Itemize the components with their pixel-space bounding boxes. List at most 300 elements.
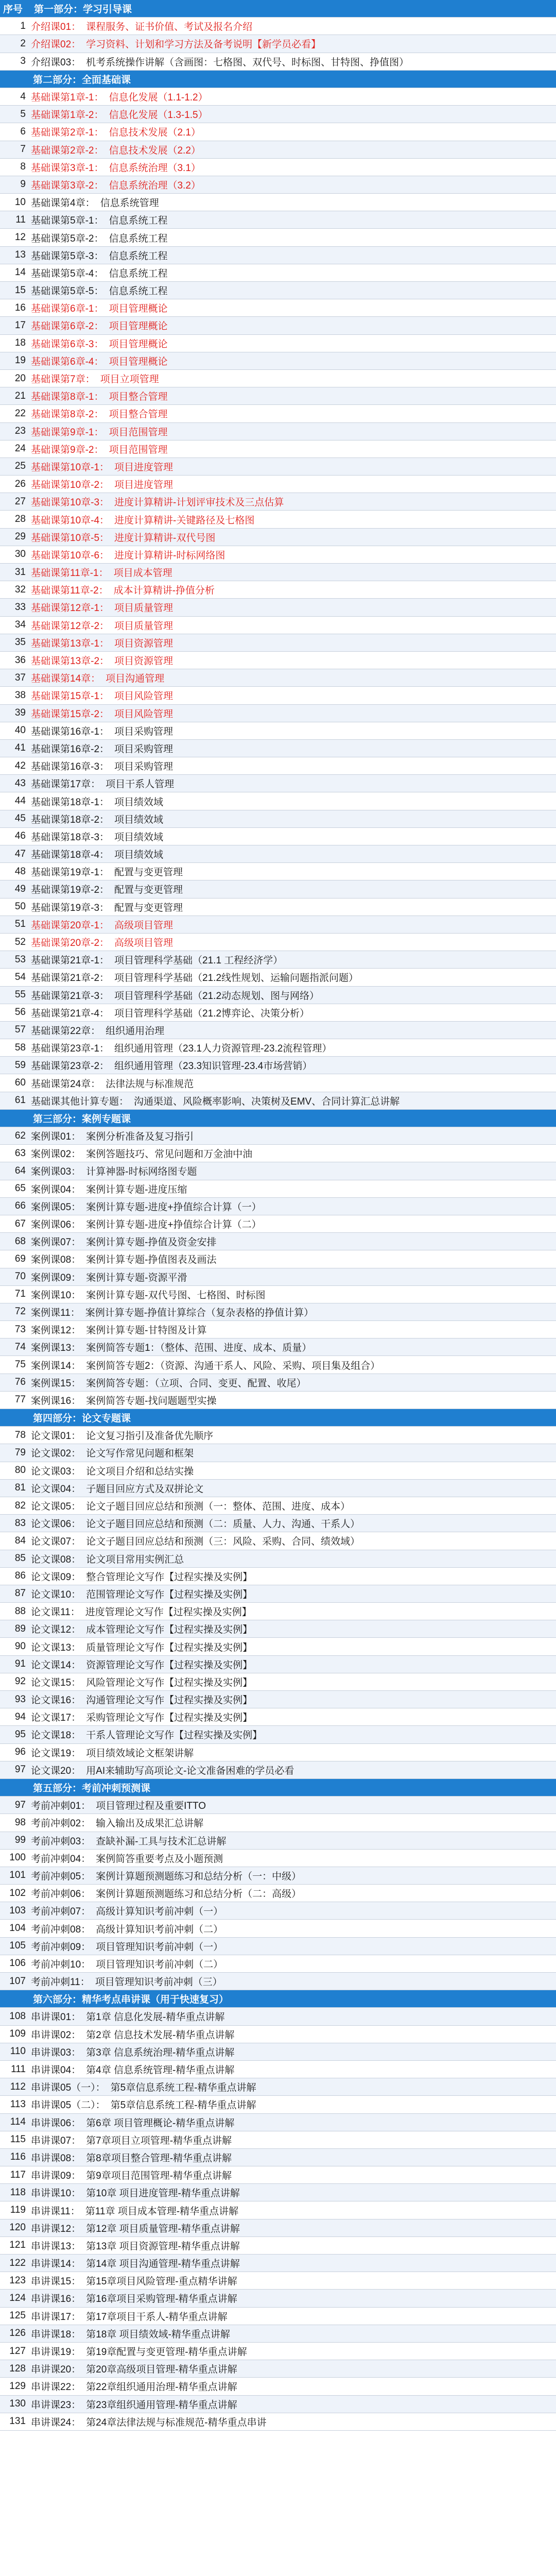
lesson-row[interactable] bbox=[0, 2149, 556, 2166]
lesson-row[interactable] bbox=[0, 423, 556, 440]
lesson-label: 案例课08： bbox=[31, 1255, 81, 1266]
lesson-row[interactable] bbox=[0, 1145, 556, 1162]
lesson-row[interactable] bbox=[0, 2396, 556, 2413]
lesson-label: 基础课第20章-2： bbox=[31, 938, 110, 949]
lesson-title: 项目管理知识考前冲刺（二） bbox=[96, 1959, 223, 1970]
lesson-title: 输入输出及成果汇总讲解 bbox=[96, 1818, 204, 1829]
lesson-row[interactable] bbox=[0, 53, 556, 71]
lesson-row[interactable] bbox=[0, 1268, 556, 1286]
lesson-row[interactable] bbox=[0, 317, 556, 334]
lesson-row[interactable] bbox=[0, 1338, 556, 1356]
lesson-label: 论文课14： bbox=[31, 1659, 81, 1671]
lesson-row[interactable] bbox=[0, 2078, 556, 2096]
lesson-title: 进度管理论文写作【过程实操及实例】 bbox=[85, 1607, 252, 1618]
lesson-row[interactable] bbox=[0, 282, 556, 299]
lesson-row[interactable] bbox=[0, 1638, 556, 1655]
lesson-row[interactable] bbox=[0, 1127, 556, 1145]
lesson-title: 论文写作常见问题和框架 bbox=[86, 1448, 194, 1460]
lesson-label: 考前冲刺10： bbox=[31, 1959, 91, 1970]
lesson-title: 查缺补漏-工具与技术汇总讲解 bbox=[96, 1836, 227, 1847]
lesson-row[interactable] bbox=[0, 2360, 556, 2378]
lesson-row[interactable] bbox=[0, 1797, 556, 1814]
lesson-row[interactable] bbox=[0, 1885, 556, 1902]
lesson-number: 75 bbox=[14, 1359, 26, 1370]
lesson-row[interactable] bbox=[0, 18, 556, 35]
lesson-number: 8 bbox=[20, 161, 26, 173]
lesson-label: 考前冲刺04： bbox=[31, 1853, 91, 1865]
lesson-label: 论文课11： bbox=[31, 1607, 80, 1618]
lesson-row[interactable] bbox=[0, 2096, 556, 2113]
lesson-title: 配置与变更管理 bbox=[114, 885, 183, 896]
lesson-number: 39 bbox=[14, 707, 26, 719]
lesson-row[interactable] bbox=[0, 1691, 556, 1708]
lesson-label: 基础课第5章-4： bbox=[31, 268, 104, 279]
lesson-number: 94 bbox=[14, 1711, 26, 1722]
lesson-row[interactable] bbox=[0, 1022, 556, 1039]
lesson-number: 22 bbox=[14, 408, 26, 419]
lesson-row[interactable] bbox=[0, 722, 556, 740]
lesson-label: 考前冲刺02： bbox=[31, 1818, 91, 1829]
lesson-row[interactable] bbox=[0, 2413, 556, 2431]
lesson-number: 20 bbox=[14, 372, 26, 384]
lesson-row[interactable] bbox=[0, 705, 556, 722]
lesson-label: 基础课第5章-3： bbox=[31, 250, 104, 262]
header-title: 第一部分：学习引导课 bbox=[34, 4, 132, 15]
lesson-row[interactable] bbox=[0, 652, 556, 669]
lesson-number: 2 bbox=[20, 38, 26, 49]
lesson-row[interactable] bbox=[0, 2026, 556, 2043]
lesson-number: 59 bbox=[14, 1059, 26, 1071]
lesson-row[interactable] bbox=[0, 1867, 556, 1885]
lesson-title: 案例计算专题-进度压缩 bbox=[86, 1184, 187, 1195]
lesson-number: 37 bbox=[14, 672, 26, 683]
lesson-row[interactable] bbox=[0, 299, 556, 317]
lesson-title: 信息化发展（1.3-1.5） bbox=[109, 110, 208, 121]
lesson-row[interactable] bbox=[0, 828, 556, 845]
lesson-row[interactable] bbox=[0, 529, 556, 546]
lesson-row[interactable] bbox=[0, 1286, 556, 1303]
lesson-title: 风险管理论文写作【过程实操及实例】 bbox=[86, 1677, 253, 1688]
lesson-row[interactable] bbox=[0, 352, 556, 370]
lesson-row[interactable] bbox=[0, 2325, 556, 2343]
lesson-title: 项目管理知识考前冲刺（三） bbox=[95, 1977, 222, 1988]
lesson-title: 项目绩效域 bbox=[114, 814, 164, 825]
lesson-row[interactable] bbox=[0, 1356, 556, 1374]
lesson-row[interactable] bbox=[0, 493, 556, 511]
lesson-title: 第3章 信息系统治理-精华重点讲解 bbox=[86, 2047, 235, 2058]
lesson-label: 论文课08： bbox=[31, 1554, 81, 1565]
lesson-label: 基础课第16章-2： bbox=[31, 743, 110, 755]
lesson-row[interactable] bbox=[0, 845, 556, 863]
lesson-label: 基础课第6章-2： bbox=[31, 321, 104, 332]
lesson-title: 论文子题目回应总结和预测（二：质量、人力、沟通、干系人） bbox=[86, 1519, 360, 1530]
lesson-row[interactable] bbox=[0, 2272, 556, 2290]
lesson-row[interactable] bbox=[0, 740, 556, 757]
lesson-number: 6 bbox=[20, 126, 26, 137]
lesson-row[interactable] bbox=[0, 123, 556, 141]
lesson-number: 31 bbox=[14, 566, 26, 578]
lesson-title: 案例计算题预测题练习和总结分析（二：高级） bbox=[96, 1889, 302, 1900]
lesson-label: 介绍课02： bbox=[31, 39, 81, 50]
lesson-title: 项目管理概论 bbox=[109, 321, 168, 332]
lesson-row[interactable] bbox=[0, 1233, 556, 1250]
lesson-label: 基础课其他计算专题： bbox=[31, 1096, 129, 1107]
lesson-row[interactable] bbox=[0, 1374, 556, 1392]
lesson-number: 43 bbox=[14, 777, 26, 789]
lesson-row[interactable] bbox=[0, 176, 556, 194]
lesson-row[interactable] bbox=[0, 1673, 556, 1691]
lesson-number: 121 bbox=[9, 2240, 26, 2251]
lesson-title: 项目进度管理 bbox=[114, 462, 173, 473]
lesson-row[interactable] bbox=[0, 2166, 556, 2184]
lesson-title: 项目质量管理 bbox=[114, 620, 173, 632]
lesson-row[interactable] bbox=[0, 335, 556, 352]
lesson-row[interactable] bbox=[0, 370, 556, 387]
lesson-row[interactable] bbox=[0, 1532, 556, 1550]
lesson-row[interactable] bbox=[0, 1074, 556, 1092]
lesson-row[interactable] bbox=[0, 1039, 556, 1057]
lesson-title: 第5章信息系统工程-精华重点讲解 bbox=[110, 2100, 256, 2111]
lesson-row[interactable] bbox=[0, 1761, 556, 1779]
lesson-title: 组织通用治理 bbox=[106, 1025, 165, 1037]
lesson-label: 基础课第19章-2： bbox=[31, 885, 110, 896]
lesson-label: 论文课01： bbox=[31, 1431, 81, 1442]
lesson-row[interactable] bbox=[0, 687, 556, 704]
lesson-row[interactable] bbox=[0, 617, 556, 634]
lesson-title: 课程服务、证书价值、考试及报名介绍 bbox=[86, 22, 253, 33]
lesson-number: 107 bbox=[9, 1975, 26, 1987]
lesson-number: 16 bbox=[14, 302, 26, 313]
lesson-row[interactable] bbox=[0, 1462, 556, 1480]
lesson-row[interactable] bbox=[0, 969, 556, 986]
lesson-row[interactable] bbox=[0, 2255, 556, 2272]
section-header bbox=[0, 71, 556, 88]
lesson-row[interactable] bbox=[0, 1250, 556, 1268]
lesson-label: 案例课03： bbox=[31, 1166, 81, 1178]
lesson-number: 91 bbox=[14, 1658, 26, 1670]
lesson-row[interactable] bbox=[0, 1603, 556, 1620]
lesson-number: 5 bbox=[20, 108, 26, 120]
lesson-label: 基础课第1章-1： bbox=[31, 92, 104, 104]
lesson-row[interactable] bbox=[0, 1004, 556, 1022]
lesson-row[interactable] bbox=[0, 1850, 556, 1867]
lesson-number: 99 bbox=[14, 1835, 26, 1846]
lesson-label: 论文课06： bbox=[31, 1519, 81, 1530]
lesson-title: 第1章 信息化发展-精华重点讲解 bbox=[86, 2012, 225, 2023]
lesson-number: 21 bbox=[14, 390, 26, 401]
lesson-row[interactable] bbox=[0, 792, 556, 810]
lesson-row[interactable] bbox=[0, 1726, 556, 1743]
lesson-number: 112 bbox=[10, 2081, 26, 2092]
lesson-number: 64 bbox=[14, 1165, 26, 1176]
lesson-row[interactable] bbox=[0, 1902, 556, 1920]
lesson-number: 44 bbox=[14, 795, 26, 807]
lesson-number: 60 bbox=[14, 1077, 26, 1089]
lesson-number: 113 bbox=[10, 2098, 26, 2110]
lesson-label: 考前冲刺07： bbox=[31, 1906, 91, 1918]
lesson-label: 基础课第10章-6： bbox=[31, 550, 110, 561]
lesson-label: 基础课第13章-2： bbox=[31, 656, 110, 667]
lesson-title: 项目绩效域 bbox=[114, 796, 164, 808]
lesson-row[interactable] bbox=[0, 2131, 556, 2149]
lesson-title: 项目资源管理 bbox=[114, 638, 173, 649]
lesson-label: 考前冲刺09： bbox=[31, 1941, 91, 1953]
lesson-row[interactable] bbox=[0, 987, 556, 1004]
lesson-row[interactable] bbox=[0, 634, 556, 652]
lesson-number: 57 bbox=[14, 1024, 26, 1036]
lesson-row[interactable] bbox=[0, 810, 556, 828]
lesson-number: 72 bbox=[14, 1306, 26, 1317]
lesson-title: 信息系统工程 bbox=[109, 268, 168, 279]
lesson-row[interactable] bbox=[0, 1427, 556, 1444]
lesson-row[interactable] bbox=[0, 1497, 556, 1515]
lesson-label: 论文课04： bbox=[31, 1483, 81, 1495]
lesson-row[interactable] bbox=[0, 564, 556, 581]
lesson-title: 信息系统治理（3.2） bbox=[109, 180, 201, 191]
lesson-number: 66 bbox=[14, 1200, 26, 1212]
lesson-number: 4 bbox=[20, 91, 26, 102]
lesson-number: 128 bbox=[9, 2363, 26, 2374]
lesson-label: 基础课第18章-1： bbox=[31, 796, 110, 808]
lesson-row[interactable] bbox=[0, 1620, 556, 1638]
lesson-label: 串讲课19： bbox=[31, 2347, 81, 2358]
lesson-number: 122 bbox=[9, 2257, 26, 2268]
lesson-title: 项目范围管理 bbox=[109, 427, 168, 438]
lesson-row[interactable] bbox=[0, 1444, 556, 1462]
lesson-row[interactable] bbox=[0, 458, 556, 476]
table-header bbox=[0, 0, 556, 18]
lesson-title: 论文项目介绍和总结实操 bbox=[86, 1466, 194, 1477]
lesson-title: 案例简答专题2：（资源、沟通干系人、风险、采购、项目集及组合） bbox=[86, 1360, 380, 1371]
lesson-label: 案例课02： bbox=[31, 1149, 81, 1160]
lesson-title: 信息技术发展（2.1） bbox=[109, 127, 201, 139]
lesson-number: 49 bbox=[14, 883, 26, 894]
lesson-row[interactable] bbox=[0, 88, 556, 106]
lesson-row[interactable] bbox=[0, 1321, 556, 1338]
lesson-label: 基础课第8章-1： bbox=[31, 392, 104, 403]
lesson-row[interactable] bbox=[0, 1180, 556, 1198]
lesson-row[interactable] bbox=[0, 1215, 556, 1233]
lesson-label: 基础课第10章-2： bbox=[31, 480, 110, 491]
lesson-title: 干系人管理论文写作【过程实操及实例】 bbox=[86, 1730, 263, 1741]
lesson-title: 高级计算知识考前冲刺（二） bbox=[96, 1924, 223, 1935]
lesson-label: 论文课19： bbox=[31, 1748, 81, 1759]
lesson-row[interactable] bbox=[0, 2219, 556, 2237]
lesson-row[interactable] bbox=[0, 1550, 556, 1568]
lesson-row[interactable] bbox=[0, 1392, 556, 1409]
lesson-label: 论文课18： bbox=[31, 1730, 81, 1741]
lesson-row[interactable] bbox=[0, 141, 556, 159]
lesson-number: 34 bbox=[14, 619, 26, 631]
lesson-number: 47 bbox=[14, 848, 26, 859]
lesson-label: 基础课第8章-2： bbox=[31, 409, 104, 420]
lesson-row[interactable] bbox=[0, 387, 556, 405]
lesson-row[interactable] bbox=[0, 2114, 556, 2131]
lesson-row[interactable] bbox=[0, 1092, 556, 1110]
lesson-number: 45 bbox=[14, 813, 26, 824]
lesson-row[interactable] bbox=[0, 1832, 556, 1850]
lesson-number: 32 bbox=[14, 584, 26, 595]
lesson-label: 论文课05： bbox=[31, 1501, 81, 1513]
lesson-row[interactable] bbox=[0, 1162, 556, 1180]
lesson-title: 项目采购管理 bbox=[114, 726, 173, 737]
lesson-title: 机考系统操作讲解（含画图：七格图、双代号、时标图、甘特图、挣值图） bbox=[86, 57, 409, 68]
lesson-label: 串讲课12： bbox=[31, 2223, 81, 2234]
lesson-row[interactable] bbox=[0, 106, 556, 123]
lesson-title: 案例简答专题1：（整体、范围、进度、成本、质量） bbox=[86, 1343, 312, 1354]
lesson-row[interactable] bbox=[0, 1814, 556, 1832]
lesson-title: 采购管理论文写作【过程实操及实例】 bbox=[86, 1713, 253, 1724]
lesson-number: 108 bbox=[9, 2010, 26, 2022]
lesson-number: 117 bbox=[10, 2169, 26, 2180]
lesson-label: 介绍课01： bbox=[31, 22, 81, 33]
lesson-label: 基础课第6章-3： bbox=[31, 338, 104, 350]
lesson-row[interactable] bbox=[0, 916, 556, 934]
lesson-title: 项目风险管理 bbox=[114, 691, 173, 702]
lesson-row[interactable] bbox=[0, 1568, 556, 1585]
lesson-row[interactable] bbox=[0, 2343, 556, 2360]
lesson-row[interactable] bbox=[0, 476, 556, 493]
lesson-title: 第8章项目整合管理-精华重点讲解 bbox=[86, 2153, 232, 2164]
lesson-number: 104 bbox=[9, 1923, 26, 1934]
lesson-row[interactable] bbox=[0, 757, 556, 775]
lesson-row[interactable] bbox=[0, 599, 556, 616]
lesson-row[interactable] bbox=[0, 1656, 556, 1673]
lesson-title: 论文复习指引及准备优先顺序 bbox=[86, 1431, 214, 1442]
lesson-title: 项目绩效域论文框架讲解 bbox=[86, 1748, 194, 1759]
lesson-title: 项目采购管理 bbox=[114, 743, 173, 755]
lesson-label: 考前冲刺11： bbox=[31, 1977, 90, 1988]
lesson-number: 48 bbox=[14, 866, 26, 877]
lesson-row[interactable] bbox=[0, 2237, 556, 2255]
lesson-row[interactable] bbox=[0, 405, 556, 422]
lesson-title: 组织通用管理（23.3知识管理-23.4市场营销） bbox=[114, 1061, 312, 1072]
lesson-row[interactable] bbox=[0, 1973, 556, 1990]
lesson-label: 案例课06： bbox=[31, 1219, 81, 1231]
lesson-title: 案例分析准备及复习指引 bbox=[86, 1131, 194, 1143]
lesson-row[interactable] bbox=[0, 951, 556, 969]
lesson-number: 30 bbox=[14, 549, 26, 560]
lesson-row[interactable] bbox=[0, 775, 556, 792]
lesson-title: 第9章项目范围管理-精华重点讲解 bbox=[86, 2171, 232, 2182]
lesson-row[interactable] bbox=[0, 264, 556, 282]
lesson-row[interactable] bbox=[0, 194, 556, 211]
lesson-number: 90 bbox=[14, 1641, 26, 1652]
lesson-title: 配置与变更管理 bbox=[114, 867, 183, 878]
lesson-row[interactable] bbox=[0, 863, 556, 880]
lesson-row[interactable] bbox=[0, 2184, 556, 2201]
lesson-number: 120 bbox=[9, 2222, 26, 2233]
lesson-number: 102 bbox=[9, 1887, 26, 1899]
lesson-label: 基础课第14章： bbox=[31, 673, 101, 685]
lesson-row[interactable] bbox=[0, 2008, 556, 2025]
lesson-title: 组织通用管理（23.1人力资源管理-23.2流程管理） bbox=[114, 1043, 332, 1055]
lesson-row[interactable] bbox=[0, 1303, 556, 1321]
lesson-row[interactable] bbox=[0, 669, 556, 687]
lesson-row[interactable] bbox=[0, 35, 556, 53]
lesson-row[interactable] bbox=[0, 229, 556, 246]
lesson-row[interactable] bbox=[0, 1585, 556, 1603]
lesson-row[interactable] bbox=[0, 1480, 556, 1497]
lesson-label: 基础课第17章： bbox=[31, 779, 101, 790]
lesson-title: 案例计算专题-甘特图及计算 bbox=[86, 1325, 207, 1336]
lesson-title: 成本计算精讲-挣值分析 bbox=[113, 585, 215, 597]
lesson-row[interactable] bbox=[0, 2378, 556, 2395]
lesson-label: 基础课第7章： bbox=[31, 374, 95, 385]
lesson-label: 串讲课17： bbox=[31, 2311, 81, 2323]
lesson-title: 项目进度管理 bbox=[114, 480, 173, 491]
lesson-title: 进度计算精讲-时标网络图 bbox=[114, 550, 225, 561]
section-header bbox=[0, 1110, 556, 1127]
lesson-label: 串讲课09： bbox=[31, 2171, 81, 2182]
lesson-label: 案例课14： bbox=[31, 1360, 81, 1371]
lesson-row[interactable] bbox=[0, 546, 556, 564]
lesson-number: 62 bbox=[14, 1130, 26, 1141]
lesson-label: 串讲课18： bbox=[31, 2329, 81, 2340]
lesson-title: 案例计算专题-挣值图表及画法 bbox=[86, 1255, 217, 1266]
lesson-row[interactable] bbox=[0, 1515, 556, 1532]
lesson-title: 项目绩效域 bbox=[114, 850, 164, 861]
lesson-title: 项目立项管理 bbox=[100, 374, 159, 385]
lesson-label: 基础课第6章-4： bbox=[31, 356, 104, 367]
lesson-number: 85 bbox=[14, 1553, 26, 1564]
lesson-title: 第16章项目采购管理-精华重点讲解 bbox=[86, 2294, 237, 2305]
lesson-row[interactable] bbox=[0, 2308, 556, 2325]
lesson-title: 沟通管理论文写作【过程实操及实例】 bbox=[86, 1695, 253, 1706]
section-header bbox=[0, 1409, 556, 1427]
lesson-row[interactable] bbox=[0, 2290, 556, 2307]
course-rows bbox=[0, 18, 556, 2431]
lesson-row[interactable] bbox=[0, 2043, 556, 2061]
lesson-title: 第14章 项目沟通管理-精华重点讲解 bbox=[86, 2259, 240, 2270]
lesson-label: 论文课20： bbox=[31, 1765, 81, 1776]
lesson-title: 第10章 项目进度管理-精华重点讲解 bbox=[86, 2188, 240, 2199]
lesson-row[interactable] bbox=[0, 211, 556, 229]
lesson-title: 论文子题目回应总结和预测（一：整体、范围、进度、成本） bbox=[86, 1501, 351, 1513]
lesson-row[interactable] bbox=[0, 247, 556, 264]
lesson-title: 案例简答专题-找问题题型实操 bbox=[86, 1395, 217, 1406]
lesson-label: 串讲课20： bbox=[31, 2364, 81, 2376]
lesson-number: 26 bbox=[14, 478, 26, 489]
lesson-number: 61 bbox=[14, 1095, 26, 1106]
lesson-row[interactable] bbox=[0, 934, 556, 951]
lesson-number: 86 bbox=[14, 1570, 26, 1582]
lesson-row[interactable] bbox=[0, 2201, 556, 2219]
lesson-row[interactable] bbox=[0, 1057, 556, 1074]
lesson-row[interactable] bbox=[0, 1198, 556, 1215]
lesson-label: 基础课第15章-2： bbox=[31, 708, 110, 720]
lesson-label: 串讲课08： bbox=[31, 2153, 81, 2164]
lesson-label: 基础课第5章-2： bbox=[31, 233, 104, 244]
lesson-row[interactable] bbox=[0, 899, 556, 916]
lesson-row[interactable] bbox=[0, 1955, 556, 1973]
lesson-row[interactable] bbox=[0, 1708, 556, 1726]
lesson-title: 信息系统工程 bbox=[109, 215, 168, 227]
lesson-number: 42 bbox=[14, 760, 26, 771]
lesson-row[interactable] bbox=[0, 440, 556, 458]
lesson-row[interactable] bbox=[0, 2061, 556, 2078]
lesson-row[interactable] bbox=[0, 880, 556, 898]
lesson-row[interactable] bbox=[0, 581, 556, 599]
lesson-row[interactable] bbox=[0, 1920, 556, 1937]
section-title: 第六部分：精华考点串讲课（用于快速复习） bbox=[33, 1994, 229, 2006]
lesson-label: 基础课第24章： bbox=[31, 1078, 101, 1090]
lesson-title: 案例计算专题-双代号图、七格图、时标图 bbox=[86, 1290, 266, 1301]
lesson-row[interactable] bbox=[0, 159, 556, 176]
lesson-row[interactable] bbox=[0, 1744, 556, 1761]
lesson-row[interactable] bbox=[0, 1938, 556, 1955]
lesson-row[interactable] bbox=[0, 511, 556, 528]
